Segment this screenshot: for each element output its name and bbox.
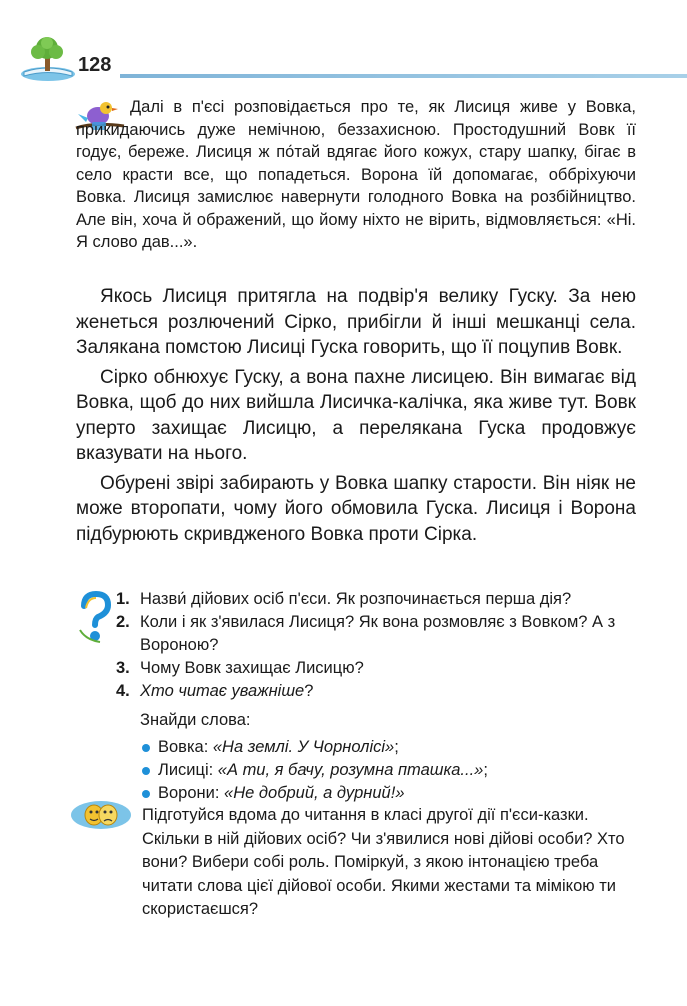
find-words-block	[140, 709, 646, 805]
quote-text: «Не добрий, а дурний!»	[224, 784, 405, 802]
quote-text: «А ти, я бачу, розумна пташка...»	[217, 761, 484, 779]
list-item	[140, 782, 646, 805]
question-text: Коли і як з'явилася Лисиця? Як вона розмовляє з Вовком? А з Вороною?	[140, 613, 616, 654]
speaker-label: Ворони:	[158, 784, 225, 802]
question-item	[116, 680, 646, 703]
paragraph: Сірко обнюхує Гуску, а вона пахне лисицею. Він вимагає від Вовка, щоб до них вийшла Лисичка-калічка, яка живе тут. Вовк уперто захищає Лисицю, а перелякана Гуска продовжує вказувати на нього.	[76, 366, 636, 464]
speaker-label: Лисиці:	[158, 761, 218, 779]
question-mark-icon	[76, 590, 116, 646]
homework-task: Підготуйся вдома до читання в класі другої дії п'єси-казки. Скільки в ній дійових осіб? Чи з'явилися нові дійові особи? Хто вони? Вибери собі роль. Поміркуй, з якою інтонацією треба читати слова цієї дійової особи. Якими жестами та мімікою ти скористаєшся?	[142, 806, 625, 918]
speaker-label: Вовка:	[158, 738, 213, 756]
question-text: Назви́ дійових осіб п'єси. Як розпочинається перша дія?	[140, 590, 572, 608]
question-number: 4.	[116, 682, 130, 700]
paragraph: Якось Лисиця притягла на подвір'я велику Гуску. За нею женеться розлючений Сірко, прибігли й інші мешканці села. Залякана помстою Лисиці Гуска говорить, що її поцупив Вовк.	[76, 286, 636, 358]
punctuation: ;	[483, 761, 488, 779]
punctuation: ;	[394, 738, 399, 756]
list-item	[140, 759, 646, 782]
question-text: Чому Вовк захищає Лисицю?	[140, 659, 364, 677]
find-words-list	[140, 736, 646, 805]
question-number: 3.	[116, 659, 130, 677]
question-item	[116, 588, 646, 611]
paragraph: Обурені звірі забирають у Вовка шапку старости. Він ніяк не може второпати, чому його обмовила Гуска. Лисиця і Ворона підбурюють скривдженого Вовка проти Сірка.	[76, 472, 636, 545]
list-item	[140, 736, 646, 759]
quote-text: «На землі. У Чорнолісі»	[212, 738, 395, 756]
theatre-masks-icon	[70, 800, 132, 830]
question-item	[116, 657, 646, 680]
question-number: 1.	[116, 590, 130, 608]
header-divider	[120, 74, 687, 78]
question-italic-text: Хто читає уважніше	[140, 682, 305, 700]
summary-block	[76, 96, 636, 254]
summary-text: Далі в п'єсі розповідається про те, як Лисиця живе у Вовка, прикидаючись дуже немічною, беззахисною. Простодушний Вовк її годує, береже. Лисиця ж по́тай вдягає його кожух, стару шапку, бігає в село красти все, що попадеться. Ворона їй допомагає, оббріхуючи Вовка. Лисиця замислює навернути голодного Вовка на розбійництво. Але він, хоча й ображений, що йому ніхто не вірить, відмовляється: «Ні. Я слово дав...».	[76, 98, 636, 251]
page-number: 128	[78, 54, 112, 76]
find-words-title: Знайди слова:	[140, 711, 251, 729]
question-suffix: ?	[304, 682, 314, 700]
question-item	[116, 611, 646, 657]
questions-block	[116, 588, 646, 805]
page-header	[18, 34, 687, 86]
tree-on-book-icon	[18, 34, 78, 82]
question-number: 2.	[116, 613, 130, 631]
question-text	[140, 680, 646, 703]
main-text	[76, 284, 636, 551]
